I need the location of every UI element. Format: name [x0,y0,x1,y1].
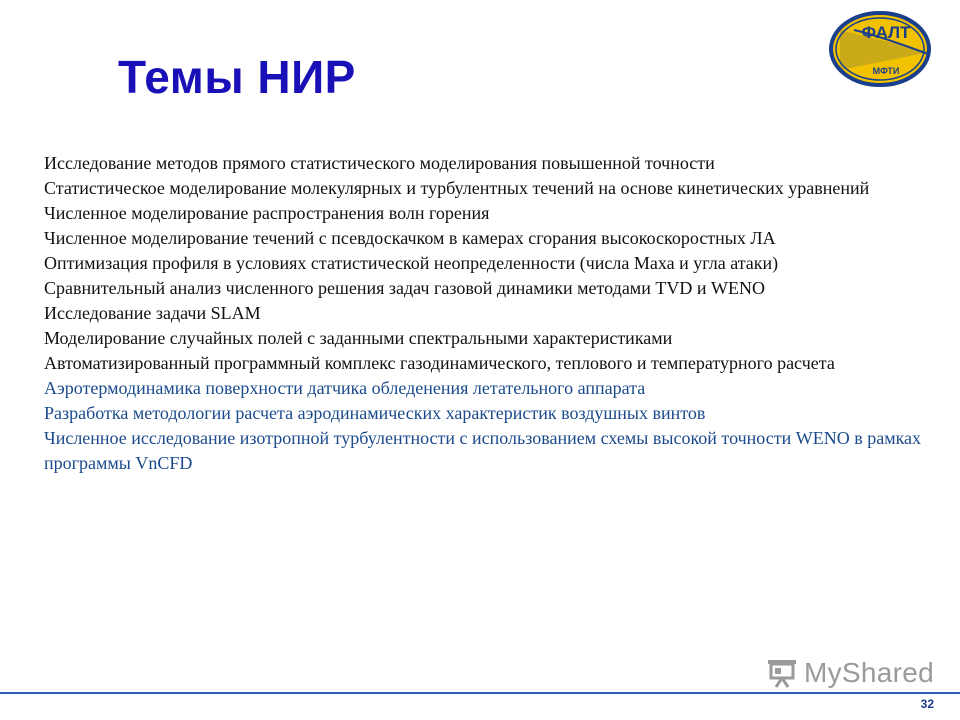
page-number: 32 [920,697,934,711]
topic-item: Численное моделирование распространения волн горения [44,203,490,223]
myshared-watermark [766,656,934,690]
topic-item: Численное исследование изотропной турбулентности с использованием схемы высокой точности WENO в рамках программы VnCFD [44,428,922,473]
topic-item: Моделирование случайных полей с заданными спектральными характеристиками [44,328,673,348]
logo-bottom-text: МФТИ [872,66,900,76]
topic-item: Разработка методологии расчета аэродинамических характеристик воздушных винтов [44,403,706,423]
projector-screen-icon [766,658,798,688]
topic-item: Статистическое моделирование молекулярных и турбулентных течений на основе кинетических уравнений [44,178,870,198]
research-topics-list [44,151,924,476]
topic-item: Исследование задачи SLAM [44,303,261,323]
slide-title: Темы НИР [118,51,356,103]
footer-divider [0,692,960,694]
watermark-text: MyShared [804,657,935,688]
falt-mipt-logo [826,8,936,90]
logo-top-text: ФАЛТ [861,23,911,42]
topic-item: Сравнительный анализ численного решения задач газовой динамики методами TVD и WENO [44,278,765,298]
topic-item: Автоматизированный программный комплекс газодинамического, теплового и температурного расчета [44,353,835,373]
topic-item: Численное моделирование течений с псевдоскачком в камерах сгорания высокоскоростных ЛА [44,228,776,248]
topic-item: Оптимизация профиля в условиях статистической неопределенности (числа Маха и угла атаки) [44,253,779,273]
topic-item: Исследование методов прямого статистического моделирования повышенной точности [44,153,715,173]
topic-item: Аэротермодинамика поверхности датчика обледенения летательного аппарата [44,378,646,398]
